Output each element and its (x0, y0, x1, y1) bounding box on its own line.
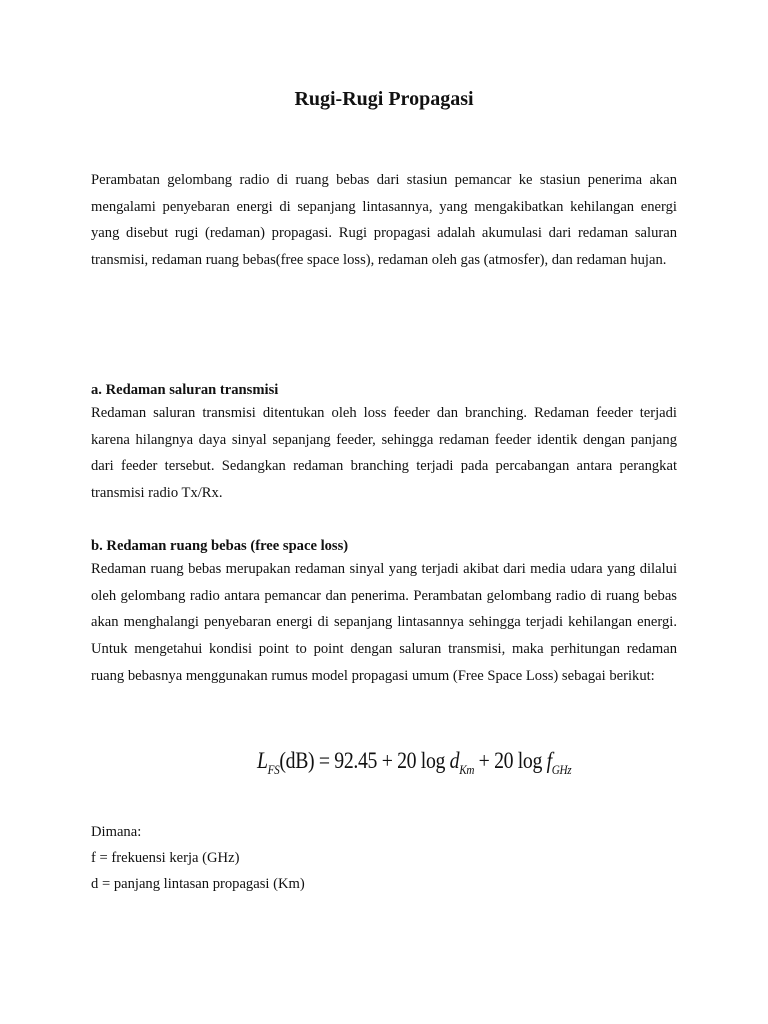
intro-paragraph: Perambatan gelombang radio di ruang bebas dari stasiun pemancar ke stasiun penerima akan mengalami penyebaran energi di sepanjang lintasannya, yang mengakibatkan kehilangan energi yang disebut rugi (redaman) propagasi. Rugi propagasi adalah akumulasi dari redaman saluran transmisi, redaman ruang bebas(free space loss), redaman oleh gas (atmosfer), dan redaman hujan. (91, 172, 677, 269)
section-b-heading: b. Redaman ruang bebas (free space loss) (91, 538, 349, 554)
section-a-heading: a. Redaman saluran transmisi (91, 382, 279, 398)
section-b-paragraph: Redaman ruang bebas merupakan redaman sinyal yang terjadi akibat dari media udara yang dilalui oleh gelombang radio antara pemancar dan penerima. Perambatan gelombang radio di ruang bebas akan menghalangi penyebaran energi di sepanjang lintasannya sehingga terjadi kehilangan energi. Untuk mengetahui kondisi point to point dengan saluran transmisi, maka perhitungan redaman ruang bebasnya menggunakan rumus model propagasi umum (Free Space Loss) sebagai berikut: (91, 561, 677, 684)
formula-d-sub: Km (459, 762, 475, 777)
formula-f: f (546, 748, 552, 773)
definition-f: f = frekuensi kerja (GHz) (91, 850, 240, 866)
formula-unit: (dB) (279, 748, 315, 773)
definition-d: d = panjang lintasan propagasi (Km) (91, 876, 305, 892)
free-space-loss-formula (257, 748, 571, 788)
page-title: Rugi-Rugi Propagasi (294, 88, 474, 110)
where-label: Dimana: (91, 824, 142, 840)
formula-mid: + 20 log (474, 748, 547, 773)
formula-eq: = 92.45 + 20 log (314, 748, 450, 773)
formula-f-sub: GHz (551, 762, 572, 777)
formula-l: L (257, 748, 268, 773)
formula-l-sub: FS (267, 762, 280, 777)
section-a-paragraph: Redaman saluran transmisi ditentukan oleh loss feeder dan branching. Redaman feeder terjadi karena hilangnya daya sinyal sepanjang feeder, sehingga redaman feeder identik dengan panjang dari feeder tersebut. Sedangkan redaman branching terjadi pada percabangan antara perangkat transmisi radio Tx/Rx. (91, 405, 677, 502)
formula-d: d (449, 748, 460, 773)
